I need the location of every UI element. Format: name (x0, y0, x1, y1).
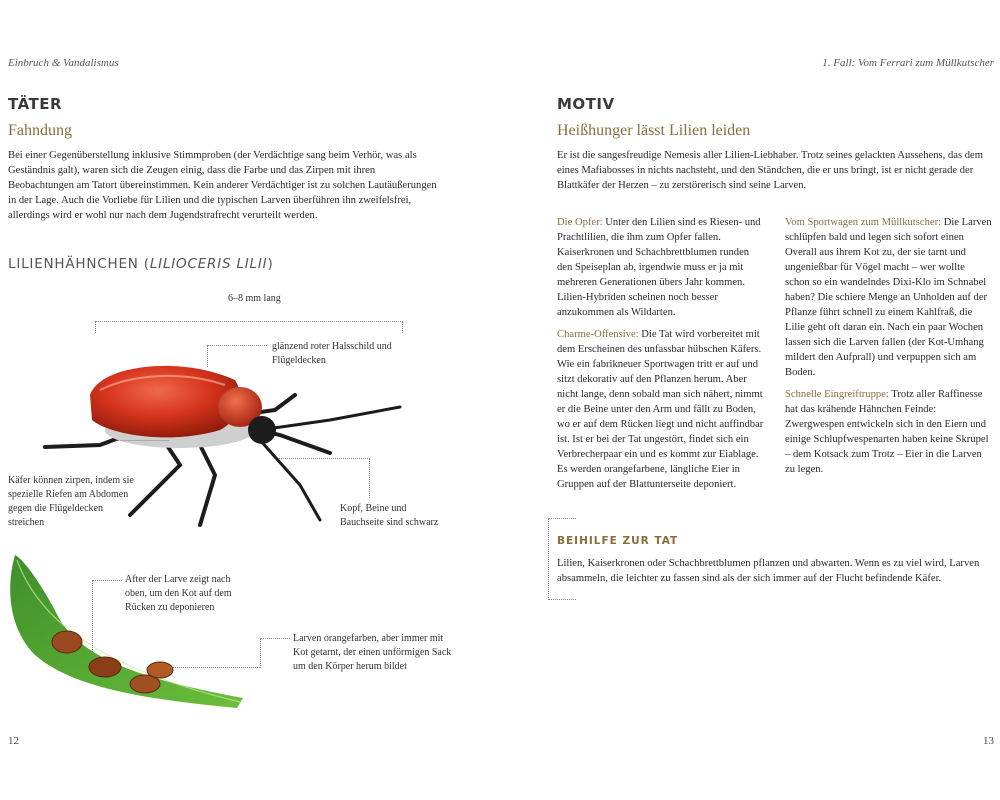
leader-legs-h (278, 458, 370, 459)
lead-sportwagen: Vom Sportwagen zum Müllkutscher: (785, 217, 942, 228)
subtitle-heisshunger: Heißhunger lässt Lilien leiden (557, 122, 751, 139)
paragraph-intro: Er ist die sangesfreudige Nemesis aller Lilien-Liebhaber. Trotz seines gelackten Aussehens, das dem eines Mafiabosses in nichts nachsteht, und den Ständchen, die er uns bringt, ist er nicht gerade der Blattkäfer der Herzen – zu zerstörerisch sind seine Larven. (557, 150, 983, 191)
paragraph-eingreiftruppe: Schnelle Eingreiftruppe: Trotz aller Raffinesse hat das krähende Hähnchen Feinde: Zwergwespen entwickeln sich in den Eiern und einige Schlupfwespenarten haben keine Skrupel – dem Kotsack zum Trotz – Eier in die Larven zu legen. (785, 389, 989, 475)
beihilfe-frame-bottom (548, 599, 576, 600)
caption-legs: Kopf, Beine und Bauchseite sind schwarz (340, 503, 439, 528)
dim-tick-right (402, 321, 403, 333)
lead-charme: Charme-Offensive: (557, 329, 639, 340)
beihilfe-title: BEIHILFE ZUR TAT (557, 535, 679, 547)
leader-legs-v (369, 458, 370, 498)
dim-tick-left (95, 321, 96, 333)
dim-line (95, 321, 403, 322)
caption-size: 6–8 mm lang (228, 293, 281, 304)
caption-shield: glänzend roter Halsschild und Flügeldecken (272, 341, 392, 366)
caption-larva-up: After der Larve zeigt nach oben, um den Kot auf dem Rücken zu deponieren (125, 574, 232, 613)
running-header-right: 1. Fall: Vom Ferrari zum Müllkutscher (822, 57, 994, 69)
species-latin: LILIOCERIS LILII (149, 256, 268, 272)
leader-larva-up-h (92, 580, 122, 581)
page-number-right: 13 (983, 735, 994, 747)
leader-shield-v (207, 345, 208, 367)
leader-larva-color-h (260, 638, 290, 639)
section-title-taeter: TÄTER (8, 95, 63, 113)
leader-larva-up-v (92, 580, 93, 652)
beihilfe-frame-left (548, 518, 549, 600)
running-header-left: Einbruch & Vandalismus (8, 57, 119, 69)
species-heading: LILIENHÄHNCHEN (LILIOCERIS LILII) (8, 256, 274, 272)
lead-opfer: Die Opfer: (557, 217, 603, 228)
page-number-left: 12 (8, 735, 19, 747)
subtitle-fahndung: Fahndung (8, 122, 72, 139)
paragraph-opfer: Die Opfer: Unter den Lilien sind es Riesen- und Prachtlilien, die ihm zum Opfer fallen. Kaiserkronen und Schachbrettblumen runden den Speiseplan ab, irgendwie muss er ja mit mehreren Generationen übers Jahr kommen. Lilien-Hybriden scheinen noch besser anzukommen als Wildarten. (557, 217, 761, 318)
lead-eingreiftruppe: Schnelle Eingreiftruppe: (785, 389, 889, 400)
beihilfe-frame-top (548, 518, 576, 519)
section-title-motiv: MOTIV (557, 95, 615, 113)
paragraph-fahndung: Bei einer Gegenüberstellung inklusive Stimmproben (der Verdächtige sang beim Verhör, was als Geständnis galt), waren sich die Zeugen einig, dass die Farbe und das Zirpen mit ihren Beobachtungen am Tatort übereinstimmen. Kein anderer Verdächtiger ist zu solchen Lautäußerungen in der Lage. Auch die Vorliebe für Lilien und die typischen Larven überführen ihn zweifelsfrei, allerdings wird er wohl nur nach dem Jugendstrafrecht verurteilt werden. (8, 150, 437, 221)
caption-chirp: Käfer können zirpen, indem sie spezielle Riefen am Abdomen gegen die Flügeldecken streichen (8, 475, 134, 528)
paragraph-sportwagen: Vom Sportwagen zum Müllkutscher: Die Larven schlüpfen bald und legen sich sofort einen Overall aus ihrem Kot zu, der sie tarnt und ungenießbar für Vögel macht – wer wollte schon so ein wandelndes Dixi-Klo im Schnabel haben? Die schiere Menge an Unholden auf der Pflanze führt schnell zu einem Kahlfraß, die Lilie geht oft daran ein. Nach ein paar Wochen lassen sich die Larven fallen (der Kot-Umhang mildert den Aufprall) und verpuppen sich am Boden. (785, 217, 992, 378)
column-2 (785, 215, 992, 477)
leader-larva-color-h2 (168, 667, 260, 668)
leader-larva-color-v (260, 638, 261, 668)
beihilfe-text: Lilien, Kaiserkronen oder Schachbrettblumen pflanzen und abwarten. Wenn es zu viel wird, Larven absammeln, die leichter zu fassen sind als der sich immer auf der Flucht befindende Käfer. (557, 558, 980, 584)
column-1 (557, 215, 767, 492)
leader-shield-h (207, 345, 267, 346)
paragraph-charme: Charme-Offensive: Die Tat wird vorbereitet mit dem Erscheinen des unfassbar hübschen Käfers. Wie ein fabrikneuer Sportwagen tritt er auf und sitzt dekorativ auf den Pflanzen herum. Aber nicht lange, denn sobald man sich nähert, nimmt er die Beine unter den Arm und fällt zu Boden, wo er auf dem Rücken liegt und nicht auffindbar ist. Ist er bei der Tat ungestört, findet sich ein Verbrecherpaar ein und es kommt zur Eiablage. Es werden orangefarbene, längliche Eier in Gruppen auf der Blattunterseite deponiert. (557, 329, 764, 490)
caption-larva-color: Larven orangefarben, aber immer mit Kot getarnt, der einen unförmigen Sack um den Körper herum bildet (293, 633, 452, 672)
